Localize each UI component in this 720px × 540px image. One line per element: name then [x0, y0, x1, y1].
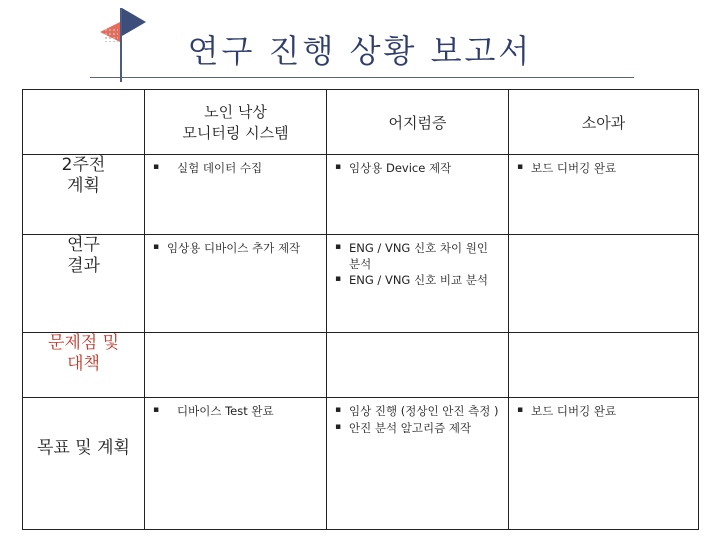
- list-item: ▪ 보드 디버깅 완료: [517, 161, 692, 177]
- page-title: 연구 진행 상황 보고서: [187, 32, 533, 70]
- list-item: ▪ ENG / VNG 신호 비교 분석: [335, 273, 502, 289]
- table-cell: [509, 398, 699, 530]
- title-divider: [90, 77, 634, 78]
- table-cell: [327, 398, 509, 530]
- corner-cell: [23, 90, 145, 155]
- list-item: ▪ 안진 분석 알고리즘 제작: [335, 421, 502, 437]
- table-cell: [327, 155, 509, 235]
- list-item: ▪ ENG / VNG 신호 차이 원인 분석: [335, 241, 502, 272]
- table-row: [23, 155, 699, 235]
- list-item: ▪ 임상용 Device 제작: [335, 161, 502, 177]
- table-cell: [145, 235, 327, 333]
- column-header: 소아과: [509, 90, 699, 155]
- list-item: ▪ 임상용 디바이스 추가 제작: [153, 241, 320, 257]
- row-header: 연구 결과: [23, 235, 145, 333]
- table-cell: [509, 155, 699, 235]
- table-cell: [509, 333, 699, 398]
- list-item: ▪ 임상 진행 (정상인 안진 측정 ): [335, 404, 502, 420]
- list-item: ▪ 보드 디버깅 완료: [517, 404, 692, 420]
- row-header: 2주전 계획: [23, 155, 145, 235]
- list-item: ▪ 실험 데이터 수집: [153, 161, 320, 177]
- table-cell: [145, 398, 327, 530]
- table-row: [23, 398, 699, 530]
- table-row: [23, 235, 699, 333]
- table-row: [23, 333, 699, 398]
- table-cell: [145, 333, 327, 398]
- table-cell: [145, 155, 327, 235]
- column-header: 노인 낙상 모니터링 시스템: [145, 90, 327, 155]
- row-header: 목표 및 계획: [23, 398, 145, 530]
- list-item: ▪ 디바이스 Test 완료: [153, 404, 320, 420]
- table-cell: [327, 333, 509, 398]
- header-row: [23, 90, 699, 155]
- table-cell: [327, 235, 509, 333]
- report-table: [22, 89, 699, 530]
- column-header: 어지럼증: [327, 90, 509, 155]
- row-header: 문제점 및 대책: [23, 333, 145, 398]
- table-cell: [509, 235, 699, 333]
